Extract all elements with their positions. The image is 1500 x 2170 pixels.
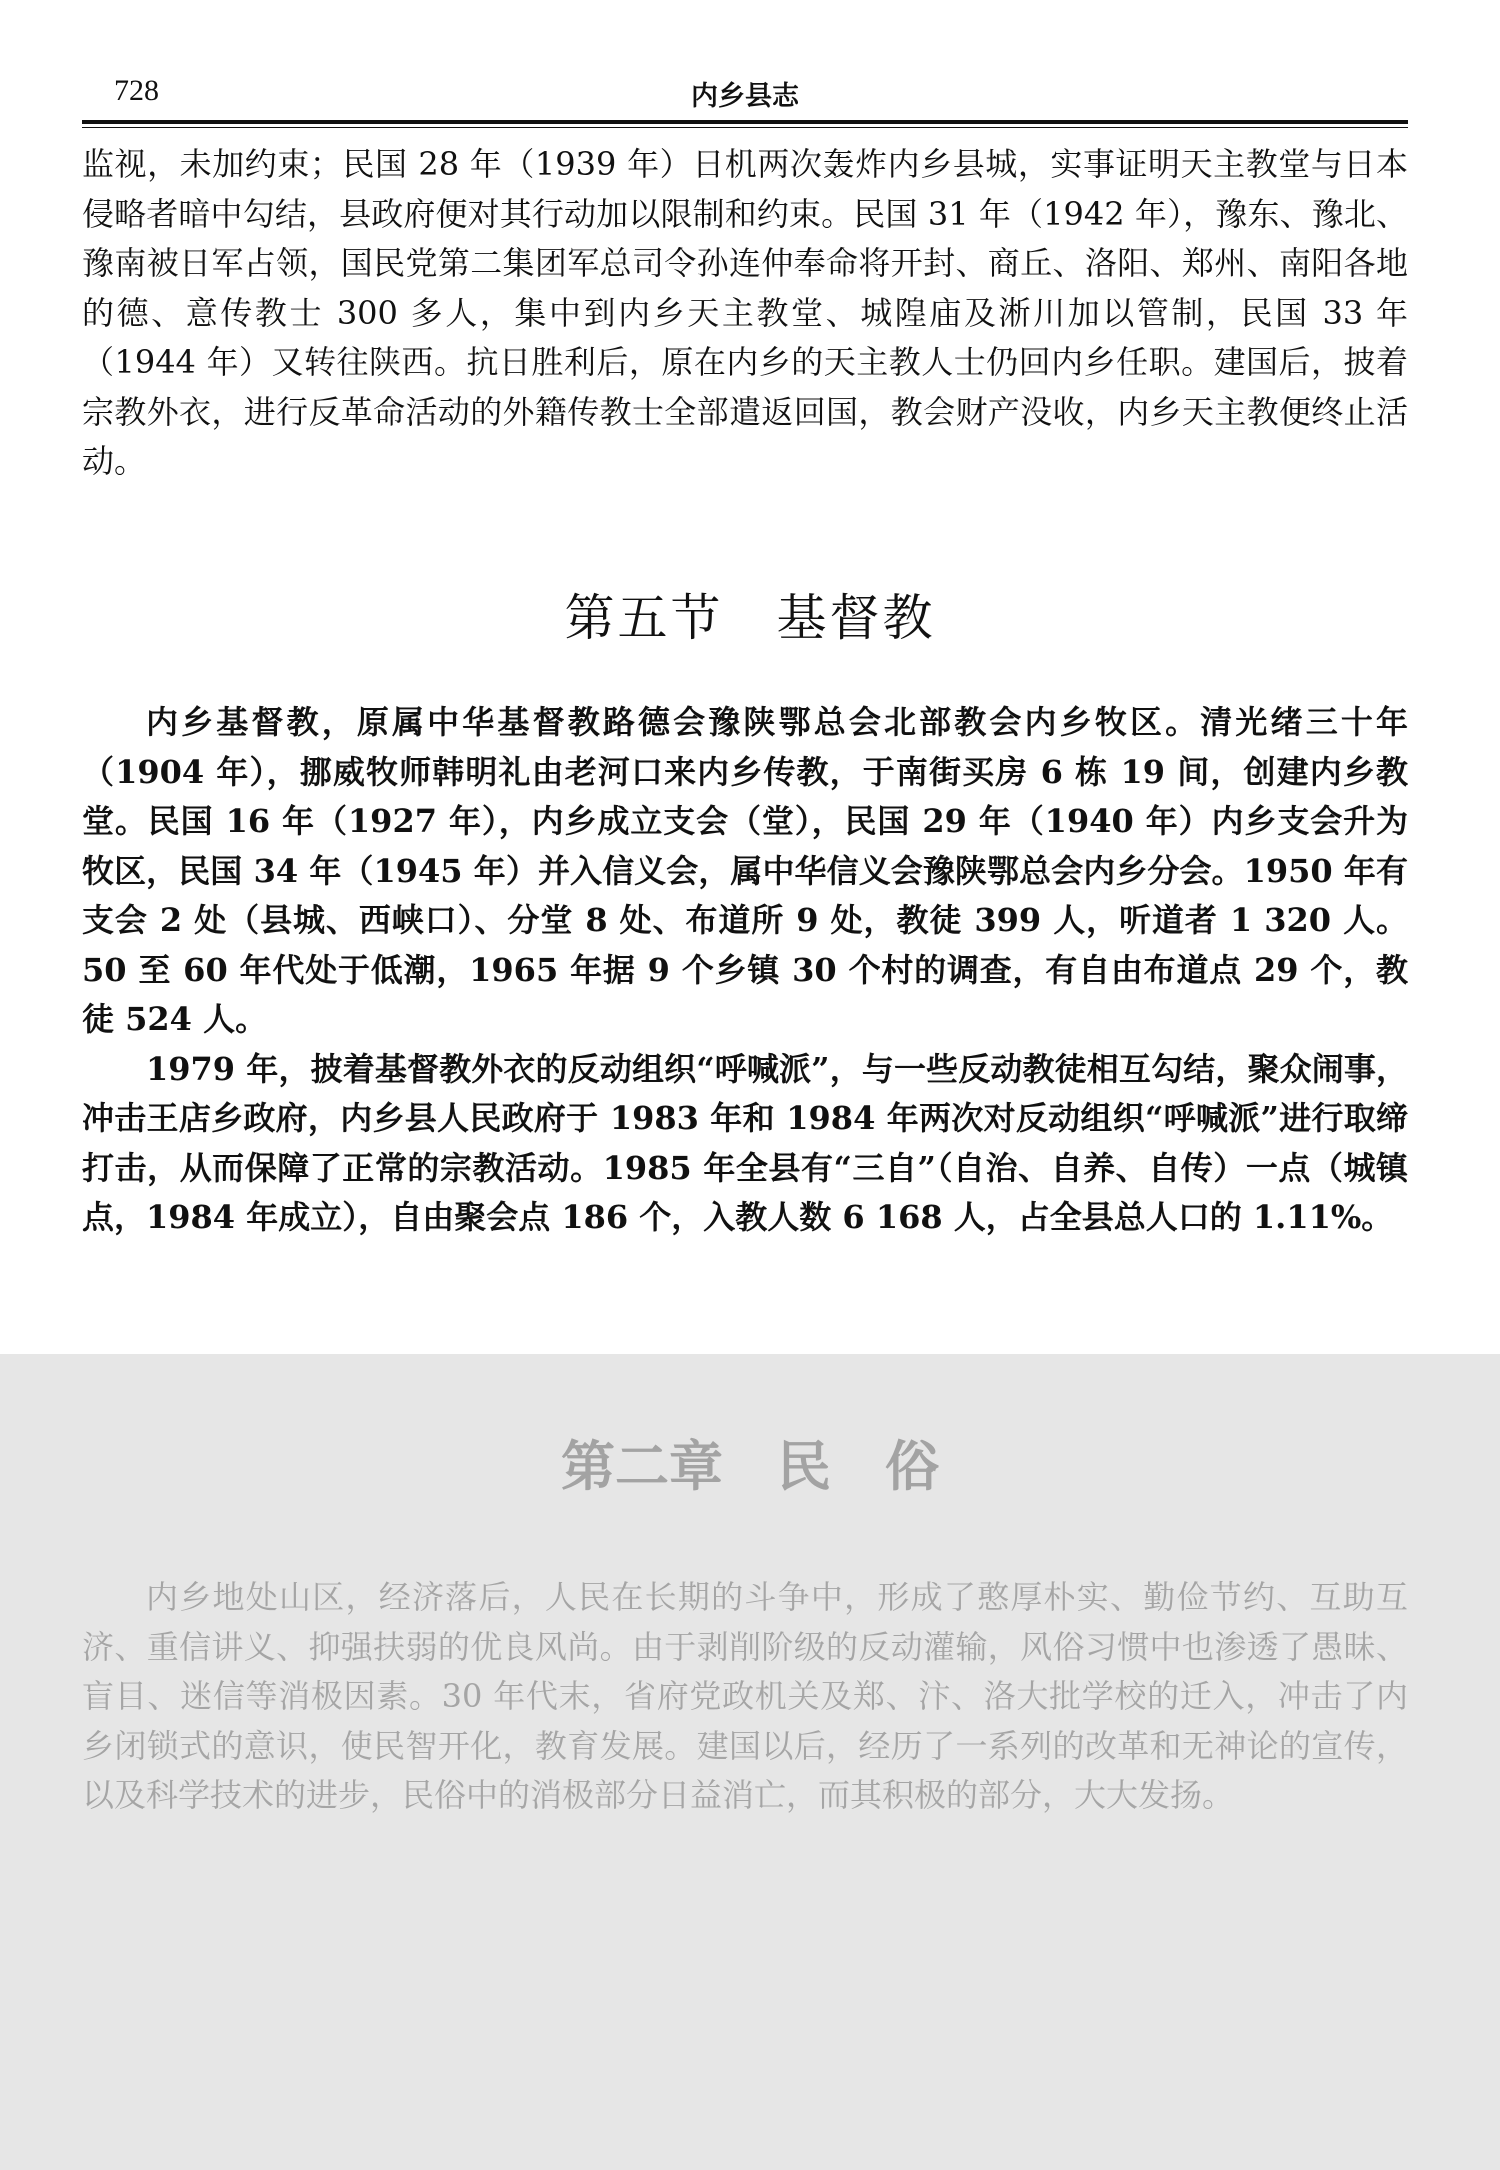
header-rule-thick	[82, 120, 1408, 124]
paragraph: 内乡地处山区，经济落后，人民在长期的斗争中，形成了憨厚朴实、勤俭节约、互助互济、重信讲义、抑强扶弱的优良风尚。由于剥削阶级的反动灌输，风俗习惯中也渗透了愚昧、盲目、迷信等消极因素。30 年代末，省府党政机关及郑、汴、洛大批学校的迁入，冲击了内乡闭锁式的意识，使民智开化，教育发展。建国以后，经历了一系列的改革和无神论的宣传，以及科学技术的进步，民俗中的消极部分日益消亡，而其积极的部分，大大发扬。	[82, 1578, 1408, 1814]
section-title: 第五节 基督教	[564, 589, 936, 647]
paragraph: 监视，未加约束；民国 28 年（1939 年）日机两次轰炸内乡县城，实事证明天主教堂与日本侵略者暗中勾结，县政府便对其行动加以限制和约束。民国 31 年（1942 年），豫东、豫北、豫南被日军占领，国民党第二集团军总司令孙连仲奉命将开封、商丘、洛阳、郑州、南阳各地的德、意传教士 300 多人，集中到内乡天主教堂、城隍庙及淅川加以管制，民国 33 年（1944 年）又转往陕西。抗日胜利后，原在内乡的天主教人士仍回内乡任职。建国后，披着宗教外衣，进行反革命活动的外籍传教士全部遣返回国，教会财产没收，内乡天主教便终止活动。	[82, 145, 1408, 480]
running-header	[82, 72, 1408, 120]
section-text-block	[82, 698, 1408, 1243]
chapter-title: 第二章 民 俗	[561, 1435, 939, 1498]
header-rule-thin	[82, 127, 1408, 128]
continued-text-block	[82, 140, 1408, 487]
running-title: 内乡县志	[691, 81, 799, 112]
paragraph: 1979 年，披着基督教外衣的反动组织“呼喊派”，与一些反动教徒相互勾结，聚众闹事，冲击王店乡政府，内乡县人民政府于 1983 年和 1984 年两次对反动组织“呼喊派”进行取缔打击，从而保障了正常的宗教活动。1985 年全县有“三自”（自治、自养、自传）一点（城镇点，1984 年成立），自由聚会点 186 个，入教人数 6 168 人，占全县总人口的 1.11%。	[82, 1049, 1408, 1236]
chapter-text-block	[82, 1573, 1408, 1821]
page-number: 728	[114, 74, 159, 107]
paragraph: 内乡基督教，原属中华基督教路德会豫陕鄂总会北部教会内乡牧区。清光绪三十年（1904 年），挪威牧师韩明礼由老河口来内乡传教，于南街买房 6 栋 19 间，创建内乡教堂。民国 16 年（1927 年），内乡成立支会（堂），民国 29 年（1940 年）内乡支会升为牧区，民国 34 年（1945 年）并入信义会，属中华信义会豫陕鄂总会内乡分会。1950 年有支会 2 处（县城、西峡口）、分堂 8 处、布道所 9 处，教徒 399 人，听道者 1 320 人。50 至 60 年代处于低潮，1965 年据 9 个乡镇 30 个村的调查，有自由布道点 29 个，教徒 524 人。	[82, 703, 1408, 1038]
